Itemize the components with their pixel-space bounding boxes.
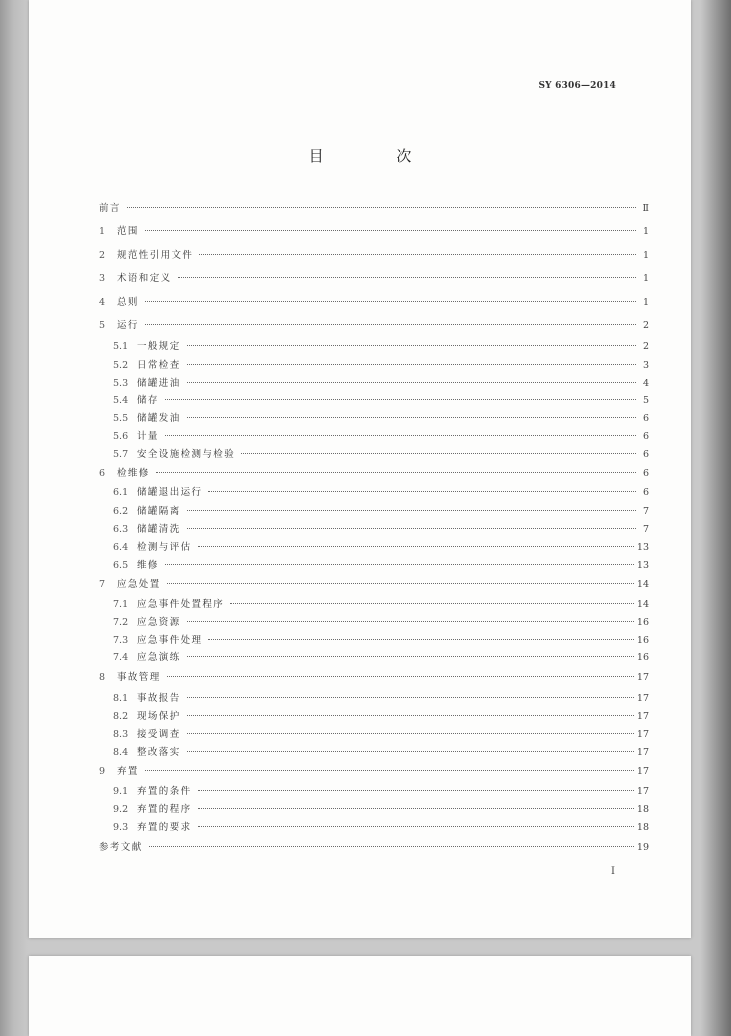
- toc-entry-title: 应急资源: [137, 617, 181, 628]
- toc-entry-number: 6.5: [113, 560, 129, 571]
- toc-entry-title: 参考文献: [99, 842, 143, 853]
- toc-entry[interactable]: [113, 448, 649, 462]
- page-number: I: [611, 866, 615, 877]
- toc-entry-title: 整改落实: [137, 747, 181, 758]
- toc-leader-dots: [198, 826, 634, 827]
- toc-entry-number: 6: [99, 468, 106, 479]
- toc-entry-page: 17: [636, 711, 649, 722]
- toc-entry-page: 14: [636, 599, 649, 610]
- toc-entry[interactable]: [99, 319, 649, 333]
- toc-entry[interactable]: [113, 803, 649, 817]
- toc-entry-page: 6: [642, 413, 649, 424]
- toc-entry-number: 9.3: [113, 822, 129, 833]
- document-code: SY 6306—2014: [538, 81, 616, 91]
- toc-entry-title: 总则: [117, 297, 139, 308]
- toc-entry-page: 16: [636, 617, 649, 628]
- toc-entry-page: 6: [642, 487, 649, 498]
- toc-entry-page: 6: [642, 431, 649, 442]
- toc-entry-page: 18: [636, 822, 649, 833]
- toc-entry[interactable]: [99, 841, 649, 855]
- toc-entry-page: 17: [636, 766, 649, 777]
- toc-leader-dots: [187, 382, 636, 383]
- toc-entry-title: 日常检查: [137, 360, 181, 371]
- toc-entry-number: 4: [99, 297, 106, 308]
- toc-leader-dots: [208, 639, 634, 640]
- toc-leader-dots: [145, 324, 636, 325]
- toc-entry-title: 储存: [137, 395, 159, 406]
- toc-entry-number: 9: [99, 766, 106, 777]
- toc-entry-number: 6.3: [113, 524, 129, 535]
- toc-entry-page: 2: [642, 320, 649, 331]
- toc-entry-title: 术语和定义: [117, 273, 172, 284]
- toc-leader-dots: [241, 453, 636, 454]
- toc-entry-number: 8.3: [113, 729, 129, 740]
- toc-entry-number: 2: [99, 250, 106, 261]
- toc-entry-title: 事故报告: [137, 693, 181, 704]
- toc-entry[interactable]: [113, 486, 649, 500]
- toc-leader-dots: [145, 770, 634, 771]
- toc-entry[interactable]: [113, 616, 649, 630]
- toc-leader-dots: [187, 733, 634, 734]
- toc-entry-title: 储罐发油: [137, 413, 181, 424]
- toc-entry-title: 前言: [99, 203, 121, 214]
- toc-leader-dots: [165, 564, 634, 565]
- toc-entry-title: 计量: [137, 431, 159, 442]
- toc-leader-dots: [187, 364, 636, 365]
- toc-entry-page: 2: [642, 341, 649, 352]
- toc-entry-title: 应急处置: [117, 579, 161, 590]
- toc-entry-title: 弃置的程序: [137, 804, 192, 815]
- toc-entry-title: 范围: [117, 226, 139, 237]
- toc-entry-page: 16: [636, 635, 649, 646]
- toc-entry[interactable]: [113, 505, 649, 519]
- toc-leader-dots: [208, 491, 636, 492]
- toc-entry[interactable]: [113, 394, 649, 408]
- toc-entry-number: 9.1: [113, 786, 129, 797]
- toc-entry-number: 5.2: [113, 360, 129, 371]
- toc-entry-number: 6.1: [113, 487, 129, 498]
- toc-entry-page: 17: [636, 747, 649, 758]
- toc-leader-dots: [167, 676, 634, 677]
- toc-entry-title: 运行: [117, 320, 139, 331]
- toc-entry-number: 5: [99, 320, 106, 331]
- toc-entry[interactable]: [113, 598, 649, 612]
- toc-entry[interactable]: [113, 523, 649, 537]
- toc-leader-dots: [187, 621, 634, 622]
- toc-leader-dots: [165, 399, 636, 400]
- toc-entry-number: 8.1: [113, 693, 129, 704]
- toc-entry-page: 6: [642, 468, 649, 479]
- toc-entry-title: 安全设施检测与检验: [137, 449, 236, 460]
- toc-entry[interactable]: [113, 692, 649, 706]
- toc-entry-title: 储罐退出运行: [137, 487, 203, 498]
- toc-entry[interactable]: [99, 296, 649, 310]
- toc-entry-title: 现场保护: [137, 711, 181, 722]
- toc-entry-page: 1: [642, 226, 649, 237]
- toc-entry-number: 8: [99, 672, 106, 683]
- toc-leader-dots: [187, 345, 636, 346]
- toc-entry[interactable]: [113, 541, 649, 555]
- toc-entry[interactable]: [99, 765, 649, 779]
- toc-entry-page: 17: [636, 729, 649, 740]
- toc-leader-dots: [230, 603, 634, 604]
- toc-leader-dots: [198, 808, 634, 809]
- toc-entry-title: 维修: [137, 560, 159, 571]
- toc-entry[interactable]: [113, 746, 649, 760]
- toc-leader-dots: [187, 528, 636, 529]
- toc-entry[interactable]: [99, 467, 649, 481]
- toc-entry-number: 5.5: [113, 413, 129, 424]
- toc-entry-number: 9.2: [113, 804, 129, 815]
- toc-entry-number: 7.2: [113, 617, 129, 628]
- toc-entry-number: 6.2: [113, 506, 129, 517]
- toc-entry-page: 13: [636, 542, 649, 553]
- toc-leader-dots: [187, 510, 636, 511]
- toc-entry-number: 8.2: [113, 711, 129, 722]
- toc-entry-page: 13: [636, 560, 649, 571]
- toc-entry-number: 8.4: [113, 747, 129, 758]
- toc-leader-dots: [187, 656, 634, 657]
- toc-entry[interactable]: [99, 272, 649, 286]
- toc-entry[interactable]: [113, 651, 649, 665]
- toc-entry-page: 17: [636, 786, 649, 797]
- toc-entry[interactable]: [113, 728, 649, 742]
- toc-entry[interactable]: [99, 225, 649, 239]
- toc-leader-dots: [198, 790, 634, 791]
- toc-entry-page: 19: [636, 842, 649, 853]
- toc-entry-number: 7.3: [113, 635, 129, 646]
- document-page: [29, 0, 691, 938]
- toc-entry-page: 7: [642, 506, 649, 517]
- toc-leader-dots: [145, 301, 636, 302]
- toc-entry[interactable]: [113, 412, 649, 426]
- toc-leader-dots: [156, 472, 636, 473]
- toc-leader-dots: [187, 697, 634, 698]
- toc-entry-page: Ⅱ: [642, 203, 649, 214]
- toc-entry-page: 1: [642, 250, 649, 261]
- toc-entry-page: 14: [636, 579, 649, 590]
- toc-entry[interactable]: [113, 785, 649, 799]
- toc-entry-title: 储罐清洗: [137, 524, 181, 535]
- next-page: [29, 956, 691, 1036]
- toc-leader-dots: [187, 715, 634, 716]
- toc-entry-title: 检维修: [117, 468, 150, 479]
- toc-entry-number: 7.1: [113, 599, 129, 610]
- toc-entry-title: 检测与评估: [137, 542, 192, 553]
- toc-entry-title: 事故管理: [117, 672, 161, 683]
- toc-leader-dots: [165, 435, 636, 436]
- toc-leader-dots: [167, 583, 634, 584]
- toc-leader-dots: [178, 277, 636, 278]
- toc-entry[interactable]: [99, 671, 649, 685]
- toc-entry-page: 18: [636, 804, 649, 815]
- toc-leader-dots: [187, 417, 636, 418]
- toc-leader-dots: [149, 846, 634, 847]
- toc-entry[interactable]: [113, 634, 649, 648]
- toc-entry[interactable]: [113, 559, 649, 573]
- toc-entry[interactable]: [113, 710, 649, 724]
- toc-entry-title: 储罐进油: [137, 378, 181, 389]
- toc-entry-page: 16: [636, 652, 649, 663]
- toc-entry-page: 5: [642, 395, 649, 406]
- toc-entry-page: 1: [642, 273, 649, 284]
- toc-entry[interactable]: [99, 249, 649, 263]
- toc-entry-title: 规范性引用文件: [117, 250, 194, 261]
- toc-entry[interactable]: [113, 821, 649, 835]
- toc-entry-page: 1: [642, 297, 649, 308]
- toc-entry-title: 应急事件处置程序: [137, 599, 225, 610]
- toc-leader-dots: [187, 751, 634, 752]
- toc-entry-title: 应急演练: [137, 652, 181, 663]
- toc-entry[interactable]: [99, 202, 649, 216]
- toc-entry-title: 储罐隔离: [137, 506, 181, 517]
- toc-entry-number: 5.6: [113, 431, 129, 442]
- toc-entry-number: 5.1: [113, 341, 129, 352]
- toc-entry-title: 弃置: [117, 766, 139, 777]
- toc-entry-title: 应急事件处理: [137, 635, 203, 646]
- toc-entry-title: 一般规定: [137, 341, 181, 352]
- toc-entry[interactable]: [113, 359, 649, 373]
- toc-leader-dots: [198, 546, 634, 547]
- toc-entry-number: 6.4: [113, 542, 129, 553]
- toc-entry-page: 17: [636, 693, 649, 704]
- toc-entry-page: 6: [642, 449, 649, 460]
- toc-title: 目 次: [308, 147, 446, 165]
- toc-entry-number: 5.4: [113, 395, 129, 406]
- toc-leader-dots: [145, 230, 636, 231]
- toc-entry[interactable]: [99, 578, 649, 592]
- toc-entry-number: 5.7: [113, 449, 129, 460]
- toc-entry-title: 接受调查: [137, 729, 181, 740]
- toc-entry-number: 7.4: [113, 652, 129, 663]
- toc-entry-title: 弃置的条件: [137, 786, 192, 797]
- toc-entry-page: 4: [642, 378, 649, 389]
- toc-entry-number: 5.3: [113, 378, 129, 389]
- toc-entry[interactable]: [113, 340, 649, 354]
- toc-entry-number: 1: [99, 226, 106, 237]
- toc-entry-title: 弃置的要求: [137, 822, 192, 833]
- toc-entry-number: 7: [99, 579, 106, 590]
- toc-entry[interactable]: [113, 430, 649, 444]
- toc-leader-dots: [127, 207, 636, 208]
- toc-leader-dots: [199, 254, 636, 255]
- toc-entry-page: 17: [636, 672, 649, 683]
- toc-entry-number: 3: [99, 273, 106, 284]
- toc-entry-page: 7: [642, 524, 649, 535]
- toc-entry[interactable]: [113, 377, 649, 391]
- toc-entry-page: 3: [642, 360, 649, 371]
